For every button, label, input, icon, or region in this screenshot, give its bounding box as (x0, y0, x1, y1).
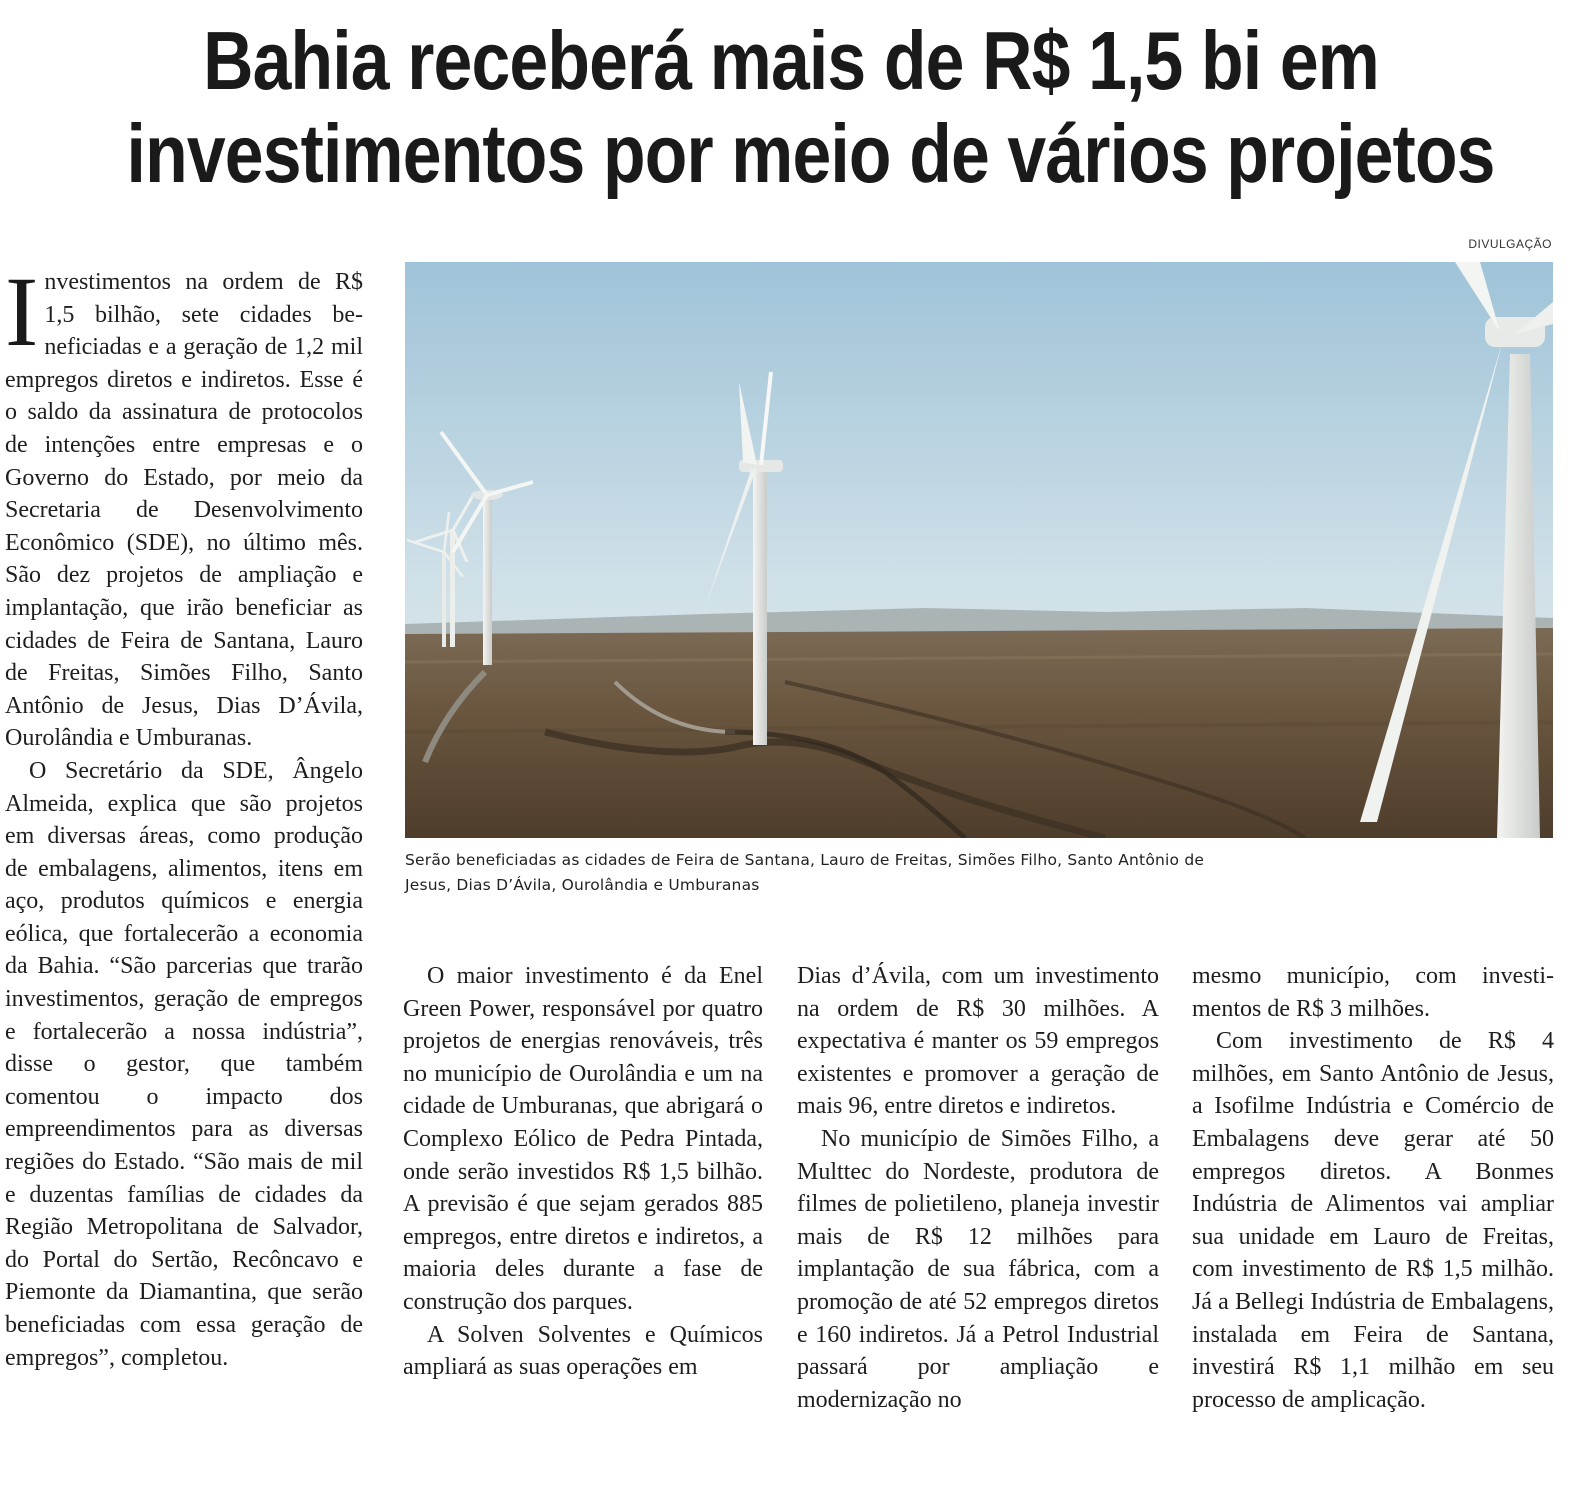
article-paragraph: O maior investimento é da Enel Green Power, responsável por quatro projetos de energias renováveis, três no município de Ourolândia e um na cidade de Umburanas, que abrigará o Complexo Eólico de Pedra Pintada, onde serão investidos R$ 1,5 bilhão. A previsão é que sejam gerados 885 empregos, entre diretos e indiretos, a maioria deles durante a fase de construção dos parques. (403, 963, 763, 1315)
headline (126, 14, 1495, 200)
headline-line-1: Bahia receberá mais de R$ 1,5 bi em (203, 14, 1379, 107)
article-column-1 (5, 256, 363, 1374)
article-column-4 (1192, 960, 1554, 1416)
article-paragraph: O Secretário da SDE, Ângelo Almeida, explica que são projetos em diversas áreas, como produção de embalagens, alimentos, itens em aço, produtos químicos e energia eólica, que fortalecerão a economia da Bahia. “São parcerias que trarão investimentos, geração de empregos e fortalecerão a nossa indústria”, disse o gestor, que também comentou o impacto dos empreendimentos para as diversas regiões do Estado. “São mais de mil e duzentas famílias de cidades da Região Metropolitana de Salvador, do Portal do Sertão, Recôncavo e Piemonte da Diamantina, que serão beneficiadas com essa geração de empregos”, completou. (5, 757, 363, 1371)
article-column-3 (797, 960, 1159, 1416)
article-paragraph: No município de Simões Filho, a Multtec do Nordeste, produtora de filmes de polietileno, planeja investir mais de R$ 12 milhões para implantação de sua fábrica, com a promoção de até 52 empregos diretos e 160 indiretos. Já a Petrol Industrial passará por ampliação e modernização no (797, 1125, 1159, 1413)
photo-credit: DIVULGAÇÃO (1468, 237, 1552, 251)
headline-line-2: investimentos por meio de vários projetos (126, 107, 1495, 200)
article-paragraph: Com investimento de R$ 4 milhões, em Santo Antônio de Jesus, a Isofilme Indústria e Comércio de Embalagens deve gerar até 50 empregos diretos. A Bonmes Indústria de Alimentos vai ampliar sua unidade em Lauro de Freitas, com investimento de R$ 1,5 milhão. Já a Bellegi Indústria de Embalagens, instalada em Feira de Santana, investirá R$ 1,1 milhão em seu processo de amplicação. (1192, 1028, 1554, 1413)
wind-farm-photo (405, 262, 1553, 838)
article-paragraph: mesmo município, com investimentos de R$ 3 milhões. (1192, 963, 1554, 1022)
article-paragraph: A Solven Solventes e Químicos ampliará as suas operações em (403, 1321, 763, 1381)
drop-cap: I (5, 256, 39, 367)
article-paragraph-text: nvestimentos na ordem de R$ 1,5 bilhão, sete cidades beneficiadas e a geração de 1,2 mil empregos diretos e indiretos. Esse é o saldo da assinatura de protocolos de intenções entre empresas e o Governo do Estado, por meio da Secretaria de Desenvolvimento Econômico (SDE), no último mês. São dez projetos de ampliação e implantação, que irão beneficiar as cidades de Feira de Santana, Lauro de Freitas, Simões Filho, Santo Antônio de Jesus, Dias D’Ávila, Ourolândia e Umburanas. (5, 269, 363, 752)
article-paragraph: Dias d’Ávila, com um investimento na ordem de R$ 30 milhões. A expectativa é manter os 59 empregos existentes e promover a geração de mais 96, entre diretos e indiretos. (797, 963, 1159, 1120)
wind-farm-illustration (405, 262, 1553, 838)
photo-caption: Serão beneficiadas as cidades de Feira de Santana, Lauro de Freitas, Simões Filho, Santo Antônio de Jesus, Dias D’Ávila, Ourolândia e Umburanas (405, 851, 1205, 894)
article-paragraph (5, 256, 363, 755)
article-column-2 (403, 960, 763, 1384)
